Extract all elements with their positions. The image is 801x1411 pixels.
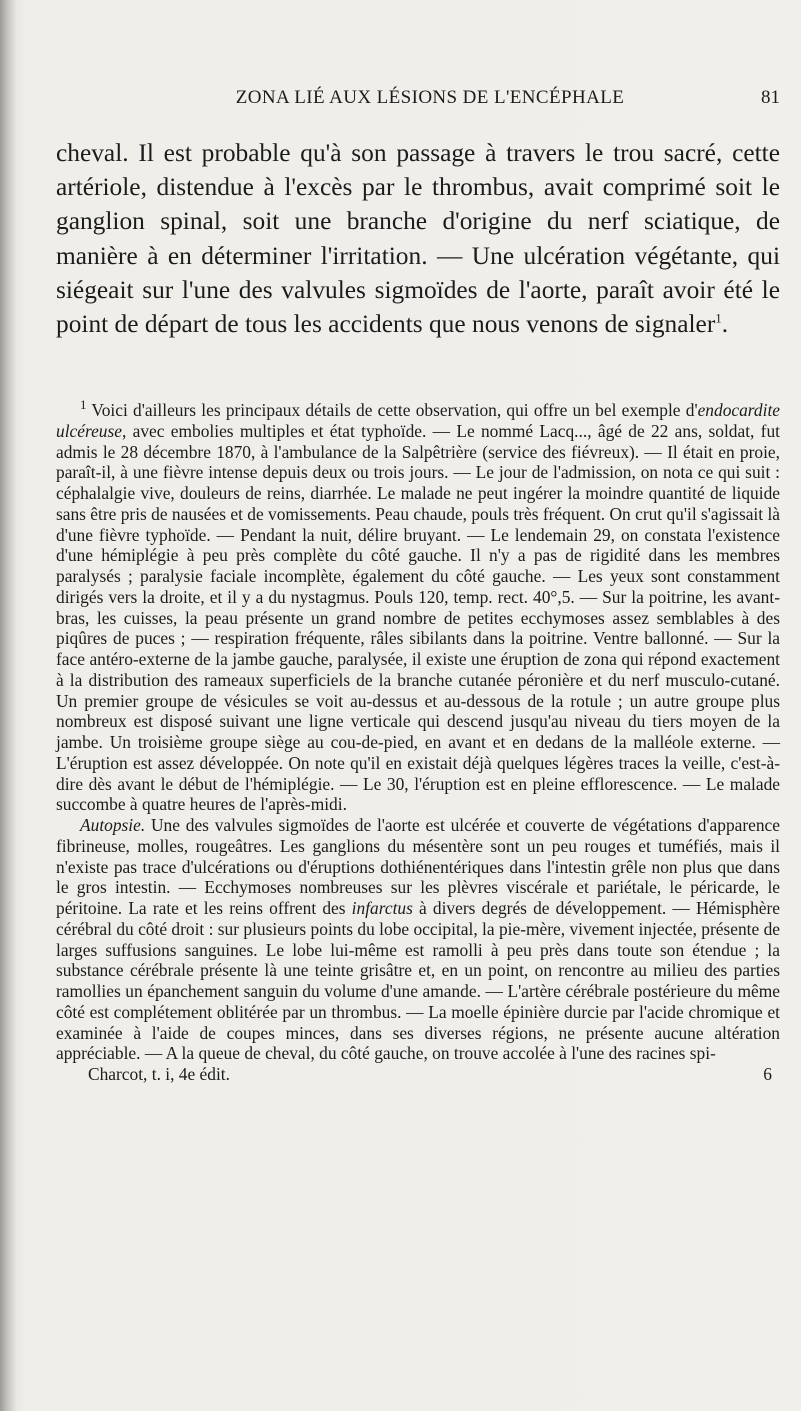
running-title: ZONA LIÉ AUX LÉSIONS DE L'ENCÉPHALE (235, 87, 625, 108)
main-paragraph: cheval. Il est probable qu'à son passage à travers le trou sacré, cette artériole, distendue à l'excès par le thrombus, avait comprimé soit le ganglion spinal, soit une branche d'origine du nerf sciatique, de manière à en déterminer l'irritation. — Une ulcération végétante, qui siégeait sur l'une des valvules sigmoïdes de l'aorte, paraît avoir été le point de départ de tous les accidents que nous venons de signaler$^1$. (56, 139, 780, 339)
signature: Charcot, t. i, 4e édit. (88, 1064, 230, 1084)
footnote-text: Une des valvules sigmoïdes de l'aorte est ulcérée et couverte de végétations d'apparence fibrineuse, molles, rougeâtres. Les ganglions du mésentère sont un peu rouges et tuméfiés, mais il n'existe pas trace d'ulcérations ou d'éruptions dothiénentériques dans l'intestin grêle non plus que dans le gros intestin. — Ecchymoses nombreuses sur les plèvres viscérale et pariétale, le péricarde, le péritoine. La rate et les reins offrent des (56, 815, 780, 918)
footnote-text: à divers degrés de développement. — Hémisphère cérébral du côté droit : sur plusieurs points du lobe occipital, la pie-mère, vivement injectée, présente de larges suffusions sanguines. Le lobe lui-même est ramolli à peu près dans toute son étendue ; la substance cérébrale présente là une teinte grisâtre et, en un point, on rencontre au milieu des parties ramollies un épanchement sanguin du volume d'une amande. — L'artère cérébrale postérieure du même côté est complétement oblitérée par un thrombus. — La moelle épinière durcie par l'acide chromique et examinée à l'aide de coupes minces, dans ses diverses régions, ne présente aucune altération appréciable. — A la queue de cheval, du côté gauche, on trouve accolée à l'une des racines spi- (56, 898, 780, 1064)
footnote-emphasis: endocardite ulcéreuse (56, 400, 780, 441)
autopsie-heading: Autopsie. (80, 815, 146, 835)
book-binding-shadow (0, 0, 16, 1411)
footnote-text: Voici d'ailleurs les principaux détails de cette observation, qui offre un bel exemple d' (91, 400, 698, 420)
footnote (56, 397, 780, 1085)
signature-mark: 6 (763, 1064, 772, 1084)
signature-line (56, 1064, 780, 1085)
footnote-emphasis: infarctus (351, 898, 413, 918)
footnote-paragraph-2 (56, 815, 780, 1064)
page-number: 81 (761, 87, 780, 108)
running-head (80, 87, 780, 111)
footnote-reference: 1 (715, 310, 722, 326)
footnote-marker: 1 (80, 397, 87, 413)
main-paragraph-text: cheval. Il est probable qu'à son passage à travers le trou sacré, cette artériole, distendue à l'excès par le thrombus, avait comprimé soit le ganglion spinal, soit une branche d'origine du nerf sciatique, de manière à en déterminer l'irritation. — Une ulcération végétante, qui siégeait sur l'une des valvules sigmoïdes de l'aorte, paraît avoir été le point de départ de tous les accidents que nous venons de signaler (56, 139, 780, 339)
footnote-text: , avec embolies multiples et état typhoïde. — Le nommé Lacq..., âgé de 22 ans, soldat, fut admis le 28 décembre 1870, à l'ambulance de la Salpêtrière (service des fiévreux). — Il était en proie, paraît-il, à une fièvre intense depuis deux ou trois jours. — Le jour de l'admission, on nota ce qui suit : céphalalgie vive, douleurs de reins, diarrhée. Le malade ne peut ingérer la moindre quantité de liquide sans être pris de nausées et de vomissements. Peau chaude, pouls très fréquent. On crut qu'il s'agissait là d'une fièvre typhoïde. — Pendant la nuit, délire bruyant. — Le lendemain 29, on constata l'existence d'une hémiplégie à peu près complète du côté gauche. Il n'y a pas de rigidité dans les membres paralysés ; paralysie faciale incomplète, également du côté gauche. — Les yeux sont constamment dirigés vers la droite, et il y a du nystagmus. Pouls 120, temp. rect. 40°,5. — Sur la poitrine, les avant-bras, les cuisses, la peau présente un grand nombre de petites ecchymoses assez semblables à des piqûres de puces ; — respiration fréquente, râles sibilants dans la poitrine. Ventre ballonné. — Sur la face antéro-externe de la jambe gauche, paralysée, il existe une éruption de zona qui répond exactement à la distribution des rameaux superficiels de la branche cutanée péronière et du nerf musculo-cutané. Un premier groupe de vésicules se voit au-dessus et au-dessous de la rotule ; un autre groupe plus nombreux est disposé suivant une ligne verticale qui descend jusqu'au niveau du tiers moyen de la jambe. Un troisième groupe siège au cou-de-pied, en avant et en dedans de la malléole externe. — L'éruption est assez développée. On note qu'il en existait déjà quelques légères traces la veille, c'est-à-dire dès avant le début de l'hémiplégie. — Le 30, l'éruption est en pleine efflorescence. — Le malade succombe à quatre heures de l'après-midi. (56, 420, 780, 815)
footnote-paragraph-1 (56, 397, 780, 815)
